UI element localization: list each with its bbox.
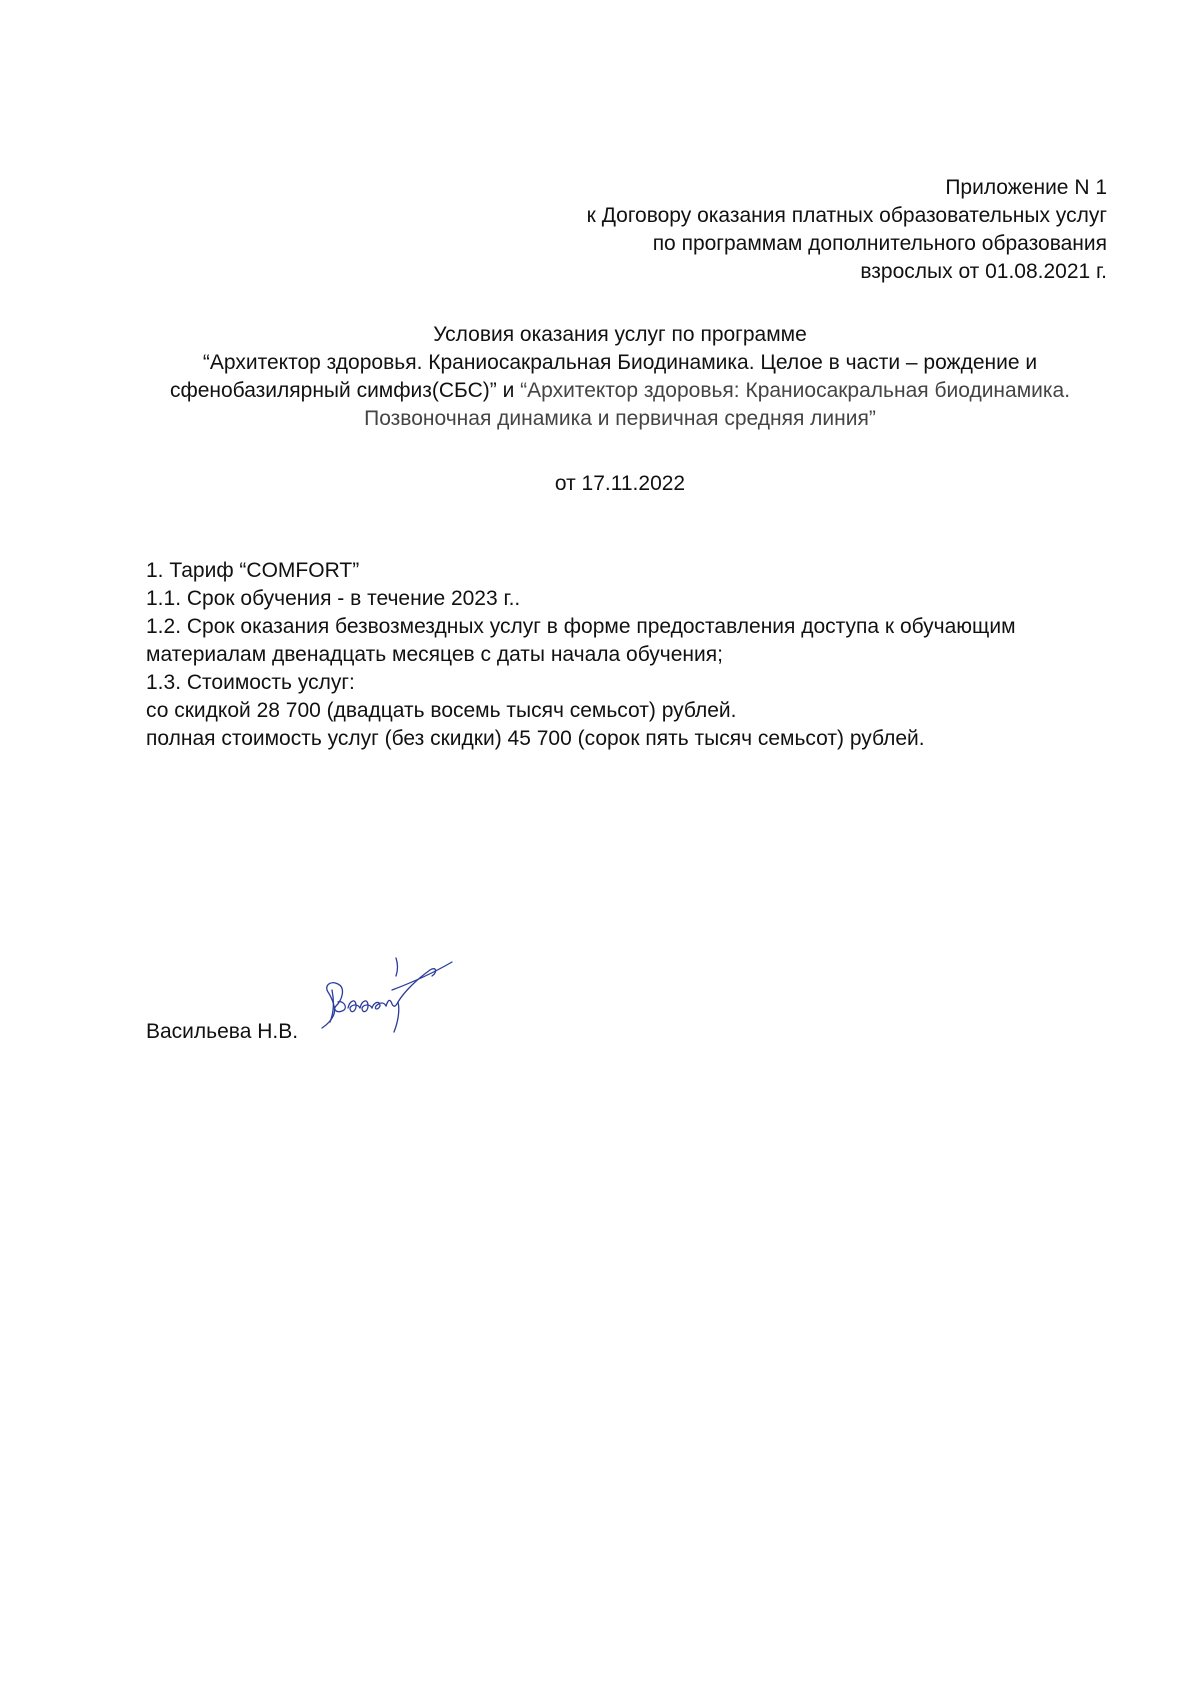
title-line-3-part-1: сфенобазилярный симфиз(СБС)” и (169, 379, 521, 402)
handwritten-signature (320, 950, 460, 1040)
appendix-program-line: по программам дополнительного образования (652, 232, 1107, 255)
title-line-3 (140, 377, 1100, 405)
terms-section (146, 557, 1106, 753)
price-discount: со скидкой 28 700 (двадцать восемь тысяч семьсот) рублей. (146, 699, 737, 722)
title-line-4: Позвоночная динамика и первичная средняя линия” (364, 407, 876, 430)
term-1-3: 1.3. Стоимость услуг: (146, 671, 355, 694)
document-date: от 17.11.2022 (554, 472, 686, 495)
title-line-2: “Архитектор здоровья. Краниосакральная Биодинамика. Целое в части – рождение и (202, 351, 1038, 374)
term-1-1: 1.1. Срок обучения - в течение 2023 г.. (146, 587, 521, 610)
signatory-name: Васильева Н.В. (146, 1020, 299, 1043)
appendix-number: Приложение N 1 (945, 176, 1107, 199)
term-1-2: 1.2. Срок оказания безвозмездных услуг в форме предоставления доступа к обучающим материалам двенадцать месяцев с даты начала обучения; (146, 615, 1016, 666)
appendix-contract-line: к Договору оказания платных образовательных услуг (586, 204, 1107, 227)
price-full: полная стоимость услуг (без скидки) 45 700 (сорок пять тысяч семьсот) рублей. (146, 727, 925, 750)
title-line-1: Условия оказания услуг по программе (433, 323, 807, 346)
appendix-header (407, 174, 1107, 286)
appendix-date-line: взрослых от 01.08.2021 г. (860, 260, 1107, 283)
tariff-heading: 1. Тариф “COMFORT” (146, 559, 360, 582)
document-title (140, 321, 1100, 433)
title-line-3-part-2: “Архитектор здоровья: Краниосакральная биодинамика. (520, 379, 1071, 402)
